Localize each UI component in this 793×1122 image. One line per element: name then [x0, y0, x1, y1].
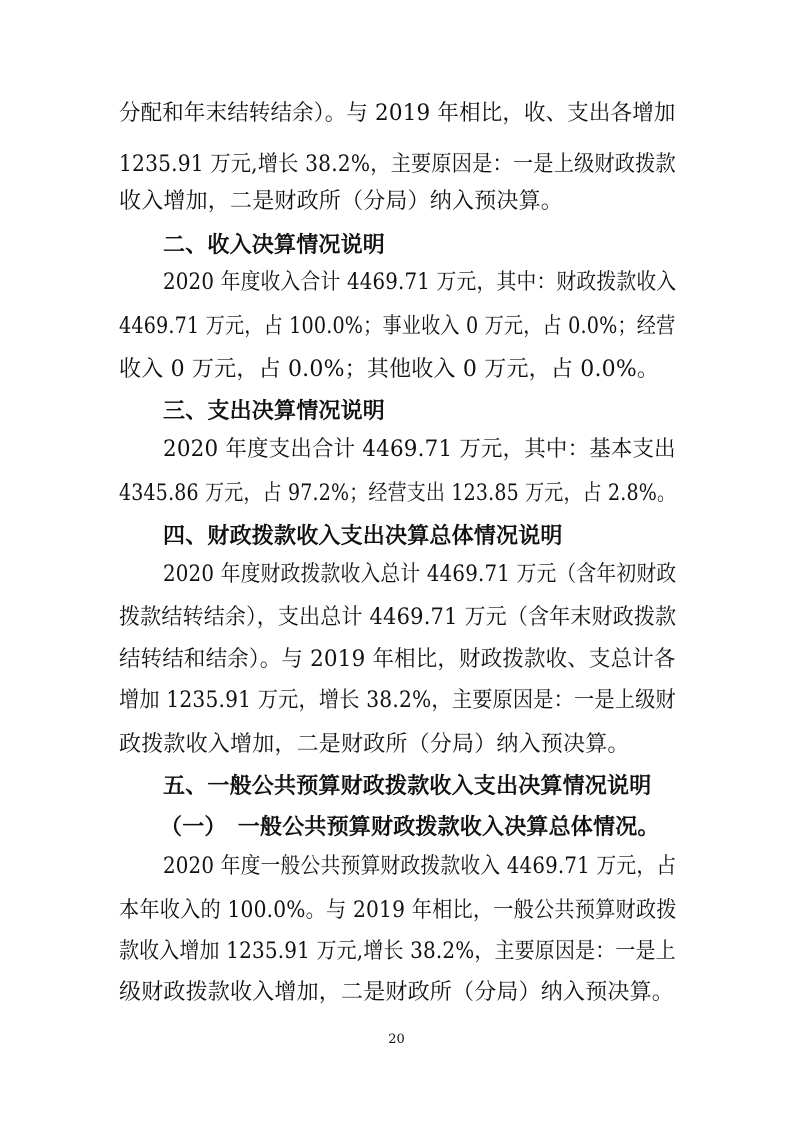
paragraph-line: 分配和年末结转结余）。与 2019 年相比，收、支出各增加 — [119, 101, 676, 126]
paragraph-line: 2020 年度支出合计 4469.71 万元，其中：基本支出 — [163, 437, 676, 462]
section-heading-expenditure: 三、支出决算情况说明 — [163, 398, 386, 424]
subsection-heading: （一） 一般公共预算财政拨款收入决算总体情况。 — [160, 814, 660, 840]
section-heading-income: 二、收入决算情况说明 — [163, 232, 386, 258]
paragraph-line: 2020 年度收入合计 4469.71 万元，其中：财政拨款收入 — [163, 270, 677, 295]
section-heading-general-budget: 五、一般公共预算财政拨款收入支出决算情况说明 — [163, 773, 652, 799]
paragraph-line: 收入 0 万元，占 0.0%；其他收入 0 万元，占 0.0%。 — [119, 357, 660, 382]
paragraph-line: 结转结和结余）。与 2019 年相比，财政拨款收、支总计各 — [119, 647, 676, 672]
paragraph-line: 增加 1235.91 万元，增长 38.2%，主要原因是：一是上级财 — [119, 688, 676, 713]
page-number: 20 — [388, 1032, 405, 1047]
paragraph-line: 2020 年度一般公共预算财政拨款收入 4469.71 万元，占 — [163, 854, 677, 879]
paragraph-line: 政拨款收入增加，二是财政所（分局）纳入预决算。 — [119, 732, 630, 757]
section-heading-fiscal-appropriation: 四、财政拨款收入支出决算总体情况说明 — [163, 523, 563, 549]
paragraph-line: 级财政拨款收入增加，二是财政所（分局）纳入预决算。 — [119, 980, 675, 1005]
paragraph-line: 收入增加，二是财政所（分局）纳入预决算。 — [119, 189, 564, 214]
paragraph-line: 款收入增加 1235.91 万元,增长 38.2%，主要原因是：一是上 — [119, 939, 676, 964]
paragraph-line: 本年收入的 100.0%。与 2019 年相比，一般公共预算财政拨 — [119, 898, 677, 923]
paragraph-line: 4469.71 万元，占 100.0%；事业收入 0 万元，占 0.0%；经营 — [119, 314, 676, 339]
paragraph-line: 1235.91 万元,增长 38.2%，主要原因是：一是上级财政拨款 — [119, 152, 676, 177]
paragraph-line: 2020 年度财政拨款收入总计 4469.71 万元（含年初财政 — [163, 562, 677, 587]
paragraph-line: 4345.86 万元，占 97.2%；经营支出 123.85 万元，占 2.8%。 — [119, 481, 677, 506]
paragraph-line: 拨款结转结余），支出总计 4469.71 万元（含年末财政拨款 — [119, 605, 677, 630]
